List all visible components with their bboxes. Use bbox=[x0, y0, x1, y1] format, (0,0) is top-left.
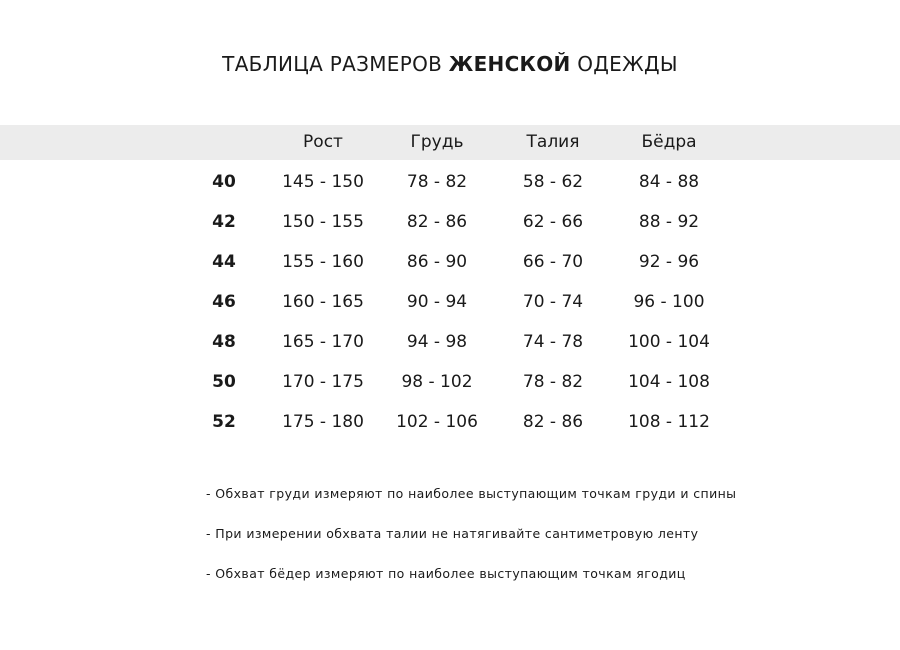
column-header-waist: Талия bbox=[526, 132, 580, 152]
chest-cell: 98 - 102 bbox=[401, 372, 473, 392]
size-cell: 40 bbox=[212, 172, 236, 192]
page-title bbox=[0, 52, 900, 76]
table-row bbox=[0, 242, 900, 282]
waist-cell: 66 - 70 bbox=[522, 252, 584, 272]
title-part-1: ТАБЛИЦА РАЗМЕРОВ bbox=[222, 52, 449, 76]
size-cell: 42 bbox=[212, 212, 236, 232]
table-row bbox=[0, 362, 900, 402]
hips-cell: 96 - 100 bbox=[633, 292, 705, 312]
chest-cell: 78 - 82 bbox=[406, 172, 468, 192]
hips-cell: 104 - 108 bbox=[628, 372, 710, 392]
note-waist-measurement: - При измерении обхвата талии не натягивайте сантиметровую ленту bbox=[206, 526, 699, 541]
size-cell: 44 bbox=[212, 252, 236, 272]
hips-cell: 88 - 92 bbox=[638, 212, 700, 232]
height-cell: 160 - 165 bbox=[282, 292, 364, 312]
column-header-chest: Грудь bbox=[410, 132, 464, 152]
chest-cell: 90 - 94 bbox=[406, 292, 468, 312]
size-cell: 50 bbox=[212, 372, 236, 392]
table-header bbox=[0, 125, 900, 160]
size-cell: 52 bbox=[212, 412, 236, 432]
waist-cell: 70 - 74 bbox=[522, 292, 584, 312]
height-cell: 175 - 180 bbox=[282, 412, 364, 432]
chest-cell: 82 - 86 bbox=[406, 212, 468, 232]
chest-cell: 102 - 106 bbox=[396, 412, 478, 432]
height-cell: 150 - 155 bbox=[282, 212, 364, 232]
table-row bbox=[0, 322, 900, 362]
column-header-hips: Бёдра bbox=[641, 132, 697, 152]
title-bold-part: ЖЕНСКОЙ bbox=[448, 52, 571, 76]
waist-cell: 62 - 66 bbox=[522, 212, 584, 232]
size-cell: 48 bbox=[212, 332, 236, 352]
size-cell: 46 bbox=[212, 292, 236, 312]
height-cell: 165 - 170 bbox=[282, 332, 364, 352]
waist-cell: 74 - 78 bbox=[522, 332, 584, 352]
table-row bbox=[0, 282, 900, 322]
chest-cell: 86 - 90 bbox=[406, 252, 468, 272]
column-header-height: Рост bbox=[303, 132, 343, 152]
table-row bbox=[0, 402, 900, 442]
chest-cell: 94 - 98 bbox=[406, 332, 468, 352]
hips-cell: 100 - 104 bbox=[628, 332, 710, 352]
note-hips-measurement: - Обхват бёдер измеряют по наиболее выступающим точкам ягодиц bbox=[206, 566, 686, 581]
waist-cell: 58 - 62 bbox=[522, 172, 584, 192]
height-cell: 170 - 175 bbox=[282, 372, 364, 392]
table-row bbox=[0, 162, 900, 202]
note-chest-measurement: - Обхват груди измеряют по наиболее выступающим точкам груди и спины bbox=[206, 486, 737, 501]
height-cell: 155 - 160 bbox=[282, 252, 364, 272]
table-row bbox=[0, 202, 900, 242]
height-cell: 145 - 150 bbox=[282, 172, 364, 192]
hips-cell: 92 - 96 bbox=[638, 252, 700, 272]
waist-cell: 78 - 82 bbox=[522, 372, 584, 392]
waist-cell: 82 - 86 bbox=[522, 412, 584, 432]
hips-cell: 84 - 88 bbox=[638, 172, 700, 192]
hips-cell: 108 - 112 bbox=[628, 412, 710, 432]
title-part-2: ОДЕЖДЫ bbox=[570, 52, 678, 76]
